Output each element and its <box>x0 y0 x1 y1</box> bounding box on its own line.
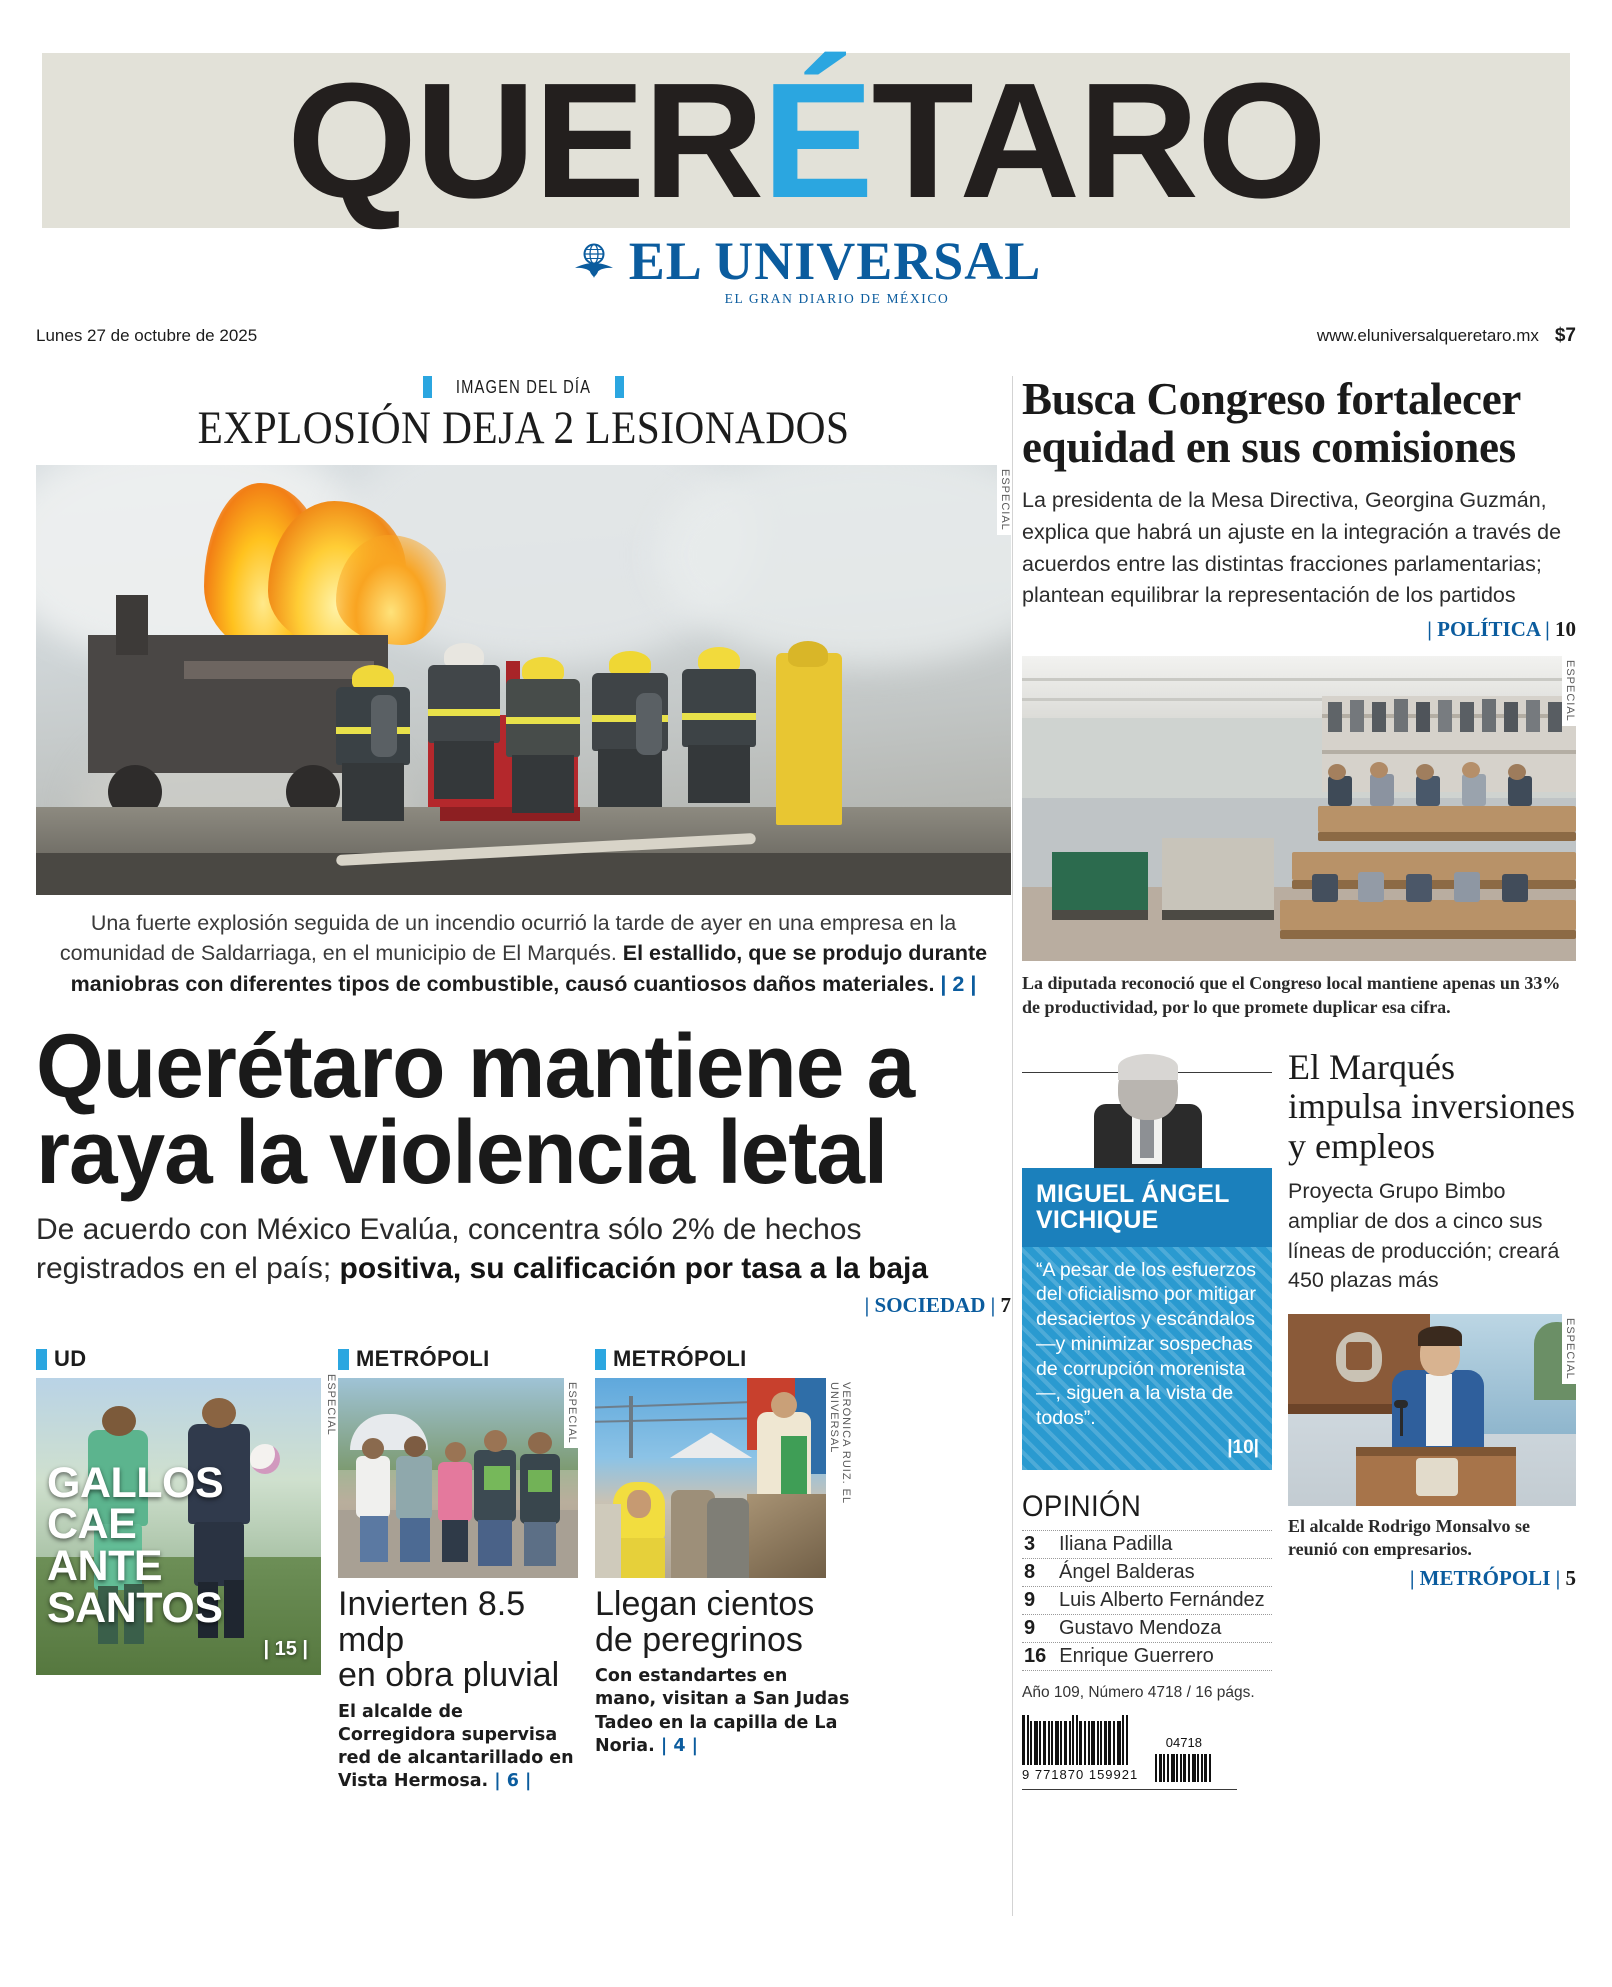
brand-tagline: EL GRAN DIARIO DE MÉXICO <box>724 290 950 306</box>
congress-story-deck: La presidenta de la Mesa Directiva, Georgina Guzmán, explica que habrá un ajuste en la integración a través de acuerdos entre las distintas fracciones parlamentarias; plantean equilibrar la representación de los partidos <box>1022 488 1562 608</box>
right-lower-grid <box>1022 1048 1576 1790</box>
teaser-peregrinos-headline-line-1: Llegan cientos <box>595 1585 815 1624</box>
nameplate <box>0 231 1612 307</box>
columnist-quote-block <box>1022 1247 1272 1470</box>
addon-barcode <box>1155 1735 1212 1782</box>
kicker-bar-icon <box>595 1349 606 1370</box>
masthead-title <box>27 48 1586 232</box>
opinion-list-item[interactable] <box>1022 1587 1272 1615</box>
congress-section-ref <box>1022 617 1576 642</box>
lead-headline-line-2: raya la violencia letal <box>36 1102 888 1203</box>
lead-story-section-ref <box>36 1293 1011 1318</box>
teaser-peregrinos-page: | 4 | <box>660 1736 699 1756</box>
website-url[interactable]: www.eluniversalqueretaro.mx <box>1316 326 1539 345</box>
teaser-pluvial-sub <box>338 1701 578 1794</box>
kicker-bar-left-icon <box>423 376 432 398</box>
imagen-del-dia-headline: EXPLOSIÓN DEJA 2 LESIONADOS <box>197 402 850 454</box>
columnist-and-opinion <box>1022 1048 1272 1790</box>
dateline-bar <box>36 325 1576 347</box>
soccer-photo-credit: ESPECIAL <box>325 1374 337 1437</box>
teaser-peregrinos-kicker <box>595 1346 852 1372</box>
opinion-author-name: Gustavo Mendoza <box>1059 1617 1222 1639</box>
lead-story-deck <box>36 1210 1011 1288</box>
teaser-peregrinos-sub <box>595 1665 852 1758</box>
brand-title: EL UNIVERSAL <box>628 231 1042 291</box>
pilgrims-photo <box>595 1378 852 1578</box>
eagle-globe-icon <box>571 239 617 285</box>
lead-section-page: 7 <box>1000 1293 1011 1318</box>
congress-section-label: | POLÍTICA | <box>1427 616 1550 641</box>
opinion-list-item[interactable] <box>1022 1615 1272 1643</box>
ean-barcode <box>1022 1711 1138 1782</box>
addon-barcode-number: 04718 <box>1165 1735 1202 1750</box>
opinion-page-number: 9 <box>1024 1617 1036 1639</box>
barcode-area <box>1022 1711 1272 1782</box>
marques-section-page: 5 <box>1565 1565 1576 1590</box>
teaser-pluvial-page: | 6 | <box>494 1771 532 1792</box>
left-column <box>36 376 1011 1794</box>
opinion-author-name: Iliana Padilla <box>1059 1533 1173 1555</box>
kicker-bar-icon <box>338 1349 349 1370</box>
congress-photo-credit: ESPECIAL <box>1562 656 1576 726</box>
marques-headline: El Marqués impulsa inversiones y empleos <box>1288 1046 1575 1166</box>
teaser-peregrinos-headline <box>595 1587 852 1658</box>
teaser-peregrinos-kicker-label: METRÓPOLI <box>613 1346 747 1372</box>
walking-crowd-photo <box>338 1378 578 1578</box>
columnist-portrait <box>1022 1048 1272 1168</box>
teaser-peregrinos-headline-line-2: de peregrinos <box>595 1620 803 1659</box>
publication-date: Lunes 27 de octubre de 2025 <box>36 326 258 345</box>
teaser-pluvial-sub-text: El alcalde de Corregidora supervisa red de alcantarillado en Vista Hermosa. <box>338 1701 574 1792</box>
teaser-pluvial-headline <box>338 1587 578 1693</box>
teaser-sports[interactable] <box>36 1346 337 1793</box>
addon-barcode-bars <box>1155 1752 1212 1782</box>
columnist-card[interactable] <box>1022 1048 1272 1470</box>
soccer-photo <box>36 1378 321 1675</box>
issue-info: Año 109, Número 4718 / 16 págs. <box>1022 1684 1255 1701</box>
congress-section-page: 10 <box>1555 616 1576 641</box>
caption-bold-text: El estallido, que se produjo durante maniobras con diferentes tipos de combustible, causó cuantiosos daños materiales. <box>70 941 988 996</box>
explosion-photo-caption <box>36 908 1011 1000</box>
columnist-name <box>1022 1168 1272 1247</box>
teaser-pluvial-headline-line-1: Invierten 8.5 mdp <box>338 1585 526 1659</box>
teaser-pluvial-headline-line-2: en obra pluvial <box>338 1656 560 1695</box>
opinion-author-name: Enrique Guerrero <box>1059 1645 1214 1667</box>
column-divider <box>1012 376 1013 1916</box>
teaser-peregrinos-sub-text: Con estandartes en mano, visitan a San Judas Tadeo en la capilla de La Noria. <box>595 1666 850 1756</box>
columnist-name-line-1: MIGUEL ÁNGEL <box>1036 1179 1230 1208</box>
teaser-pluvial-kicker <box>338 1346 578 1372</box>
kicker-label: IMAGEN DEL DÍA <box>455 376 592 397</box>
opinion-list-item[interactable] <box>1022 1643 1272 1671</box>
barcode-bars <box>1022 1711 1138 1765</box>
caption-plain-text: Una fuerte explosión seguida de un incendio ocurrió la tarde de ayer en una empresa en la comunidad de Saldarriaga, en el municipio de El Marqués. <box>59 910 957 966</box>
imagen-del-dia-kicker <box>36 376 1011 398</box>
opinion-list <box>1022 1530 1272 1671</box>
masthead-title-accent: É <box>762 48 872 232</box>
opinion-page-number: 9 <box>1024 1589 1036 1611</box>
masthead-title-part1: QUER <box>286 48 763 232</box>
teaser-metropoli-peregrinos[interactable] <box>595 1346 852 1793</box>
marques-section-label: | METRÓPOLI | <box>1409 1565 1561 1590</box>
marques-deck: Proyecta Grupo Bimbo ampliar de dos a cinco sus líneas de producción; creará 450 plazas más <box>1288 1179 1560 1293</box>
columnist-quote: “A pesar de los esfuerzos del oficialismo por mitigar desaciertos y escándalos —y minimizar sospechas de corrupción morenista—, siguen a la vista de todos”. <box>1036 1258 1257 1430</box>
teaser-sports-kicker-label: UD <box>54 1346 87 1372</box>
mayor-photo-caption: El alcalde Rodrigo Monsalvo se reunió con empresarios. <box>1288 1516 1530 1560</box>
opinion-section-title: OPINIÓN <box>1022 1490 1142 1523</box>
opinion-list-item[interactable] <box>1022 1531 1272 1559</box>
opinion-page-number: 16 <box>1024 1645 1047 1667</box>
soccer-overlay-page: | 15 | <box>263 1638 308 1661</box>
marques-story[interactable] <box>1288 1048 1576 1790</box>
lead-deck-bold: positiva, su calificación por tasa a la baja <box>339 1252 929 1286</box>
soccer-overlay-headline <box>47 1458 310 1632</box>
soccer-overlay-line-2: ANTE SANTOS <box>47 1542 223 1632</box>
congress-story-headline: Busca Congreso fortalecer equidad en sus comisiones <box>1022 374 1521 472</box>
marques-section-ref <box>1288 1566 1576 1591</box>
lead-section-label: | SOCIEDAD | <box>864 1293 996 1318</box>
teaser-row <box>36 1346 1011 1793</box>
kicker-bar-right-icon <box>615 376 624 398</box>
teaser-sports-kicker <box>36 1346 321 1372</box>
walking-crowd-photo-credit: ESPECIAL <box>564 1378 578 1448</box>
opinion-page-number: 3 <box>1024 1533 1036 1555</box>
caption-page-ref: | 2 | <box>940 971 977 996</box>
explosion-photo <box>36 465 1011 895</box>
right-column <box>1022 376 1576 1790</box>
masthead-title-part2: TARO <box>871 48 1326 232</box>
soccer-overlay-line-1: GALLOS CAE <box>47 1458 224 1549</box>
barcode-number: 9 771870 159921 <box>1022 1767 1139 1782</box>
cover-price: $7 <box>1554 325 1576 346</box>
explosion-photo-credit: ESPECIAL <box>997 465 1011 535</box>
lead-deck-plain: De acuerdo con México Evalúa, concentra sólo 2% de hechos registrados en el país; <box>36 1213 862 1286</box>
congress-photo-caption: La diputada reconoció que el Congreso local mantiene apenas un 33% de productividad, por lo que promete duplicar esa cifra. <box>1022 972 1561 1017</box>
teaser-pluvial-kicker-label: METRÓPOLI <box>356 1346 490 1372</box>
kicker-bar-icon <box>36 1349 47 1370</box>
mayor-photo <box>1288 1314 1576 1506</box>
barcode-underline <box>1022 1789 1237 1790</box>
opinion-list-item[interactable] <box>1022 1559 1272 1587</box>
mayor-photo-credit: ESPECIAL <box>1562 1314 1576 1384</box>
pilgrims-photo-credit: VERÓNICA RUIZ. EL UNIVERSAL <box>826 1378 852 1578</box>
opinion-page-number: 8 <box>1024 1561 1036 1583</box>
columnist-page-ref: |10| <box>1227 1436 1259 1458</box>
opinion-author-name: Luis Alberto Fernández <box>1059 1589 1265 1611</box>
columnist-name-line-2: VICHIQUE <box>1036 1206 1159 1235</box>
teaser-metropoli-pluvial[interactable] <box>338 1346 578 1793</box>
opinion-author-name: Ángel Balderas <box>1059 1561 1195 1583</box>
lead-story-headline <box>36 1017 982 1203</box>
congress-photo <box>1022 656 1576 961</box>
lead-headline-line-1: Querétaro mantiene a <box>36 1017 915 1118</box>
